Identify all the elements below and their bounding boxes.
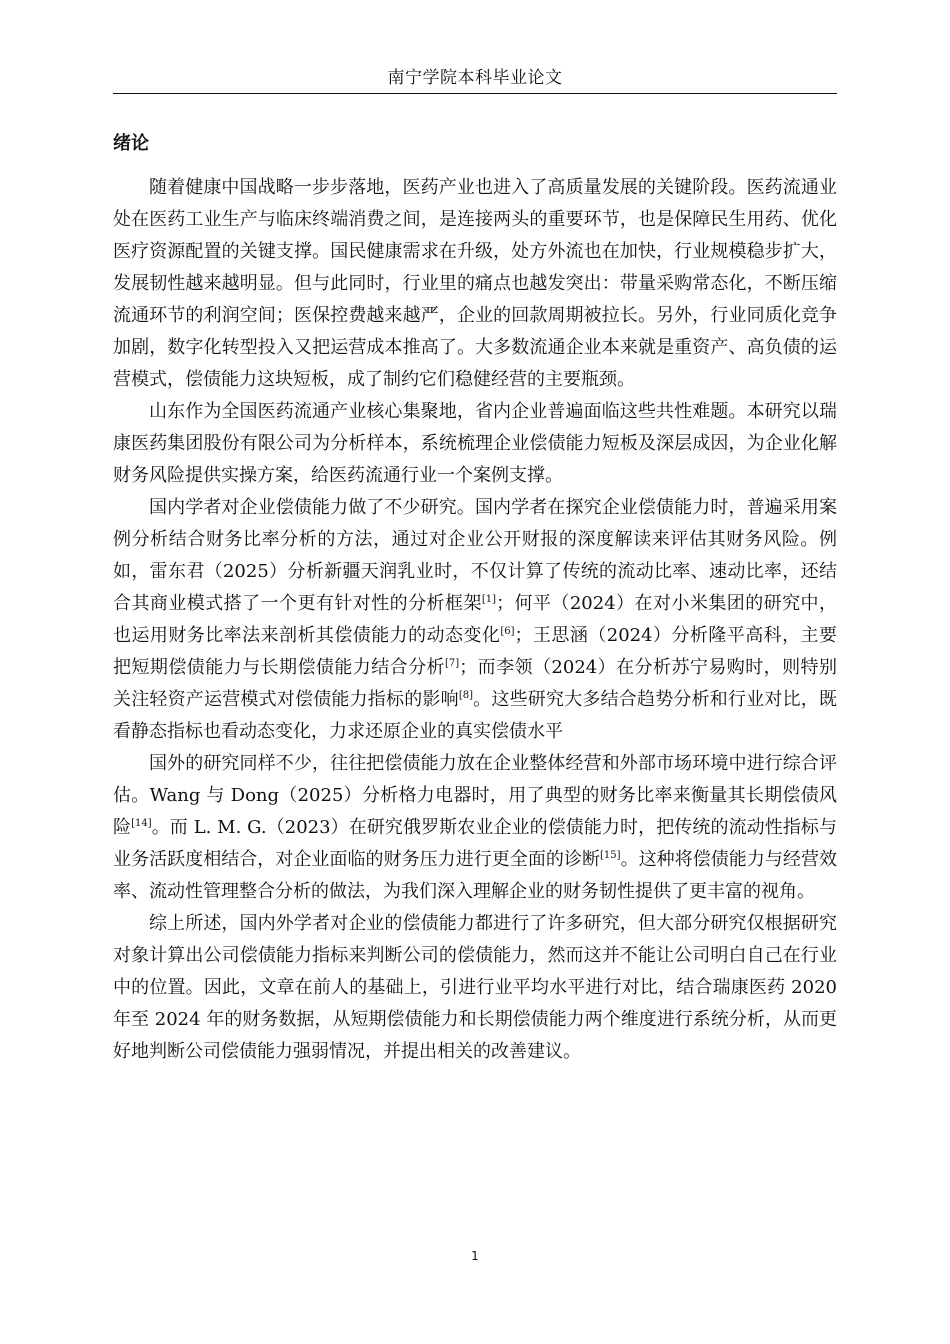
- paragraph-text: ；何平（2024）在对小米集团的研究中，也运用财务比率法来剖析其偿债能力的动态变化: [113, 593, 838, 646]
- paragraph-text: 综上所述，国内外学者对企业的偿债能力都进行了许多研究，但大部分研究仅根据研究对象计算出公司偿债能力指标来判断公司的偿债能力，然而这并不能让公司明白自己在行业中的位置。因此，文章在前人的基础上，引进行业平均水平进行对比，结合瑞康医药 2020 年至 2024 年的财务数据，从短期偿债能力和长期偿债能力两个维度进行系统分析，从而更好地判断公司偿债能力强弱情况，并提出相关的改善建议。: [113, 913, 837, 1062]
- paragraph: [113, 492, 837, 748]
- header-rule: [113, 93, 837, 94]
- citation-marker: [14]: [131, 818, 152, 829]
- section-heading: 绪论: [113, 133, 149, 154]
- page-header: 南宁学院本科毕业论文: [387, 68, 563, 88]
- citation-marker: [7]: [445, 658, 460, 669]
- citation-marker: [15]: [600, 850, 621, 861]
- paragraph: [113, 908, 837, 1068]
- paragraph: [113, 172, 837, 396]
- citation-marker: [8]: [458, 690, 473, 701]
- paragraph-text: 国外的研究同样不少，往往把偿债能力放在企业整体经营和外部市场环境中进行综合评估。Wang 与 Dong（2025）分析格力电器时，用了典型的财务比率来衡量其长期偿债风险: [113, 753, 837, 838]
- body-text: [113, 172, 837, 1068]
- paragraph-text: ；王思涵（2024）分析隆平高科，主要把短期偿债能力与长期偿债能力结合分析: [113, 625, 837, 678]
- citation-marker: [1]: [481, 594, 497, 605]
- paragraph-text: 随着健康中国战略一步步落地，医药产业也进入了高质量发展的关键阶段。医药流通业处在医药工业生产与临床终端消费之间，是连接两头的重要环节，也是保障民生用药、优化医疗资源配置的关键支撑。国民健康需求在升级，处方外流也在加快，行业规模稳步扩大，发展韧性越来越明显。但与此同时，行业里的痛点也越发突出：带量采购常态化，不断压缩流通环节的利润空间；医保控费越来越严，企业的回款周期被拉长。另外，行业同质化竞争加剧，数字化转型投入又把运营成本推高了。大多数流通企业本来就是重资产、高负债的运营模式，偿债能力这块短板，成了制约它们稳健经营的主要瓶颈。: [113, 177, 837, 390]
- paragraph-text: 。这种将偿债能力与经营效率、流动性管理整合分析的做法，为我们深入理解企业的财务韧性提供了更丰富的视角。: [113, 849, 837, 902]
- paragraph: [113, 748, 837, 908]
- paragraph: [113, 396, 837, 492]
- paragraph-text: 山东作为全国医药流通产业核心集聚地，省内企业普遍面临这些共性难题。本研究以瑞康医药集团股份有限公司为分析样本，系统梳理企业偿债能力短板及深层成因，为企业化解财务风险提供实操方案，给医药流通行业一个案例支撑。: [113, 401, 837, 486]
- paragraph-text: 国内学者对企业偿债能力做了不少研究。国内学者在探究企业偿债能力时，普遍采用案例分析结合财务比率分析的方法，通过对企业公开财报的深度解读来评估其财务风险。例如，雷东君（2025）分析新疆天润乳业时，不仅计算了传统的流动比率、速动比率，还结合其商业模式搭了一个更有针对性的分析框架: [113, 497, 837, 614]
- paragraph-text: ；而李领（2024）在分析苏宁易购时，则特别关注轻资产运营模式对偿债能力指标的影响: [113, 657, 838, 710]
- page-number: 1: [471, 1249, 479, 1263]
- paragraph-text: 。这些研究大多结合趋势分析和行业对比，既看静态指标也看动态变化，力求还原企业的真实偿债水平: [113, 689, 837, 742]
- paragraph-text: 。而 L. M. G.（2023）在研究俄罗斯农业企业的偿债能力时，把传统的流动性指标与业务活跃度相结合，对企业面临的财务压力进行更全面的诊断: [113, 817, 837, 870]
- citation-marker: [6]: [500, 626, 515, 637]
